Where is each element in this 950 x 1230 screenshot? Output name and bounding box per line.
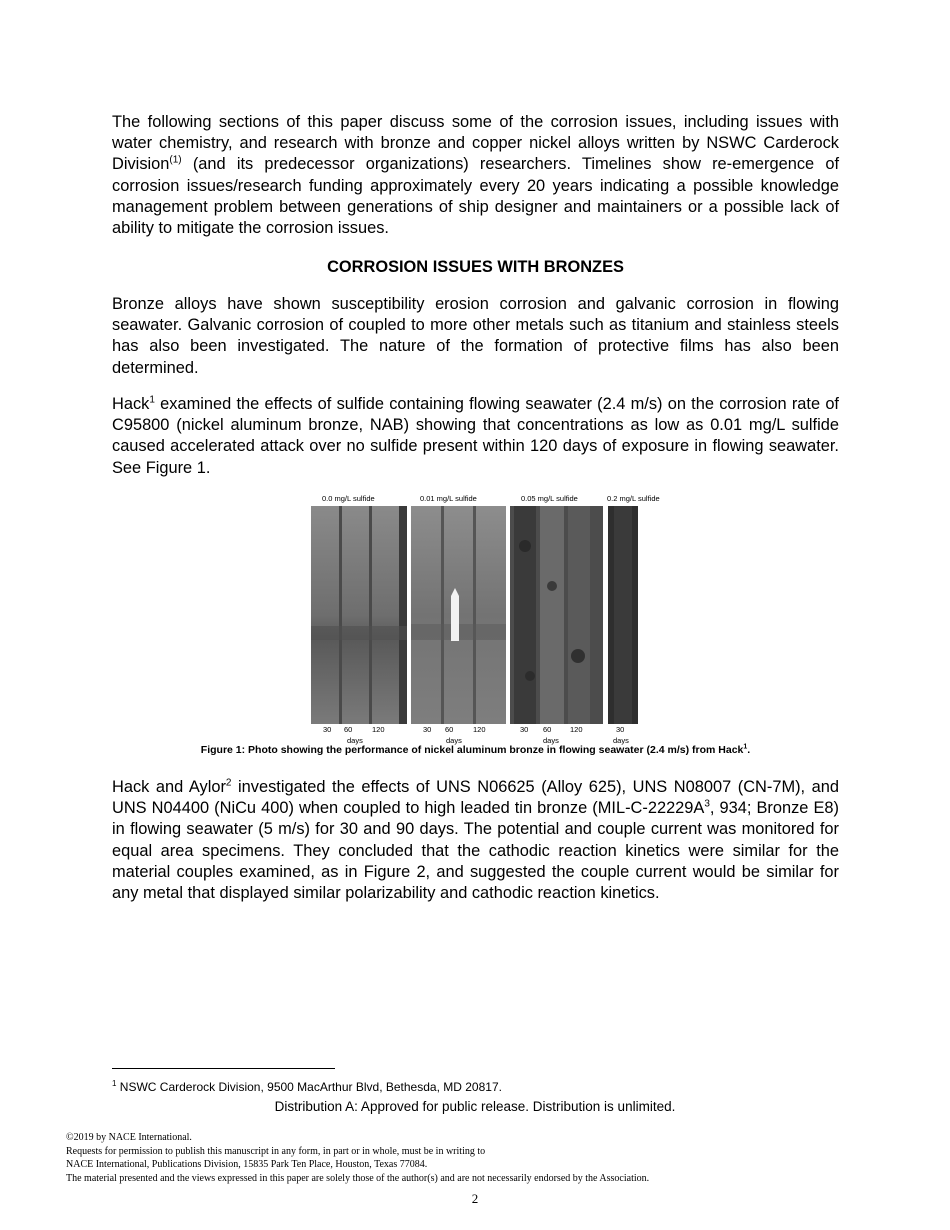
- figure-1: [311, 494, 671, 744]
- panel-label-2: 0.01 mg/L sulfide: [420, 494, 477, 503]
- mil-spec-ref: 3: [704, 798, 710, 810]
- legal-line: The material presented and the views expressed in this paper are solely those of the author(s) and are not necessarily endorsed by the Association.: [66, 1172, 650, 1184]
- days-label: days: [347, 736, 363, 745]
- hack-text: examined the effects of sulfide containing flowing seawater (2.4 m/s) on the corrosion rate of C95800 (nickel aluminum bronze, NAB) showing that concentrations as low as 0.01 mg/L sulfide caused accelerated attack over no sulfide present within 120 days of exposure in flowing seawater. See Figure 1.: [112, 395, 839, 477]
- day-tick: 30: [323, 725, 332, 734]
- photo-panel-005-sulfide: [510, 506, 603, 724]
- day-tick: 120: [372, 725, 385, 734]
- day-tick: 120: [570, 725, 583, 734]
- footnote-1: [112, 1080, 502, 1094]
- day-tick: 120: [473, 725, 486, 734]
- legal-line: ©2019 by NACE International.: [66, 1132, 192, 1143]
- distribution-statement: Distribution A: Approved for public release. Distribution is unlimited.: [274, 1099, 676, 1114]
- intro-footnote-ref: (1): [169, 154, 182, 166]
- day-tick: 30: [520, 725, 529, 734]
- hack-author: Hack: [112, 395, 150, 413]
- hack-aylor-text-1: investigated the effects of UNS N06625 (Alloy 625), UNS N08007 (CN-7M), and UNS N04400 (NiCu 400) when coupled to high leaded tin bronze (MIL-C-22229A: [112, 778, 839, 818]
- hack-aylor-authors: Hack and Aylor: [112, 778, 226, 796]
- hack-aylor-ref: 2: [225, 777, 232, 789]
- days-label: days: [543, 736, 559, 745]
- footnote-divider: [112, 1068, 335, 1069]
- page-number: 2: [471, 1191, 479, 1206]
- legal-line: NACE International, Publications Division, 15835 Park Ten Place, Houston, Texas 77084.: [66, 1159, 428, 1171]
- intro-paragraph: [112, 112, 839, 239]
- day-tick: 60: [445, 725, 454, 734]
- panel-label-4: 0.2 mg/L sulfide: [607, 494, 660, 503]
- caption-text: Figure 1: Photo showing the performance of nickel aluminum bronze in flowing seawater (2.4 m/s) from Hack: [200, 744, 744, 756]
- photo-panel-02-sulfide: [608, 506, 638, 724]
- panel-label-3: 0.05 mg/L sulfide: [521, 494, 578, 503]
- figure-1-caption: [112, 744, 839, 756]
- intro-text-after: (and its predecessor organizations) researchers. Timelines show re-emergence of corrosion issues/research funding approximately every 20 years indicating a possible knowledge management problem between generations of ship designer and maintainers or a possible lack of ability to mitigate the corrosion issues.: [112, 155, 839, 238]
- days-label: days: [613, 736, 629, 745]
- bronze-intro-paragraph: Bronze alloys have shown susceptibility erosion corrosion and galvanic corrosion in flowing seawater. Galvanic corrosion of coupled to more other metals such as titanium and stainless steels has also been investigated. The nature of the formation of protective films has also been determined.: [112, 295, 839, 377]
- footnote-text: NSWC Carderock Division, 9500 MacArthur Blvd, Bethesda, MD 20817.: [116, 1080, 502, 1094]
- days-label: days: [446, 736, 462, 745]
- hack-aylor-paragraph: [112, 777, 839, 904]
- caption-end: .: [747, 744, 751, 756]
- day-tick: 30: [616, 725, 625, 734]
- day-tick: 60: [543, 725, 552, 734]
- footnote-marker: 1: [112, 1079, 117, 1088]
- day-tick: 30: [423, 725, 432, 734]
- photo-panel-001-sulfide: [411, 506, 506, 724]
- caption-ref: 1: [743, 743, 748, 751]
- hack-aylor-text-2: , 934; Bronze E8) in flowing seawater (5 m/s) for 30 and 90 days. The potential and couple current was monitored for equal area specimens. They concluded that the cathodic reaction kinetics were similar for the material couples examined, as in Figure 2, and suggested the couple current would be similar for any metal that displayed similar polarizability and cathodic reaction kinetics.: [112, 799, 839, 903]
- hack-paragraph: [112, 394, 839, 479]
- photo-panel-0-sulfide: [311, 506, 407, 724]
- section-heading: CORROSION ISSUES WITH BRONZES: [327, 258, 624, 276]
- legal-line: Requests for permission to publish this manuscript in any form, in part or in whole, must be in writing to: [66, 1145, 486, 1157]
- hack-ref: 1: [149, 394, 155, 406]
- intro-text-before: The following sections of this paper discuss some of the corrosion issues, including issues with water chemistry, and research with bronze and copper nickel alloys written by NSWC Carderock Division: [112, 113, 839, 174]
- panel-label-1: 0.0 mg/L sulfide: [322, 494, 375, 503]
- day-tick: 60: [344, 725, 353, 734]
- copyright-notice: [66, 1131, 649, 1185]
